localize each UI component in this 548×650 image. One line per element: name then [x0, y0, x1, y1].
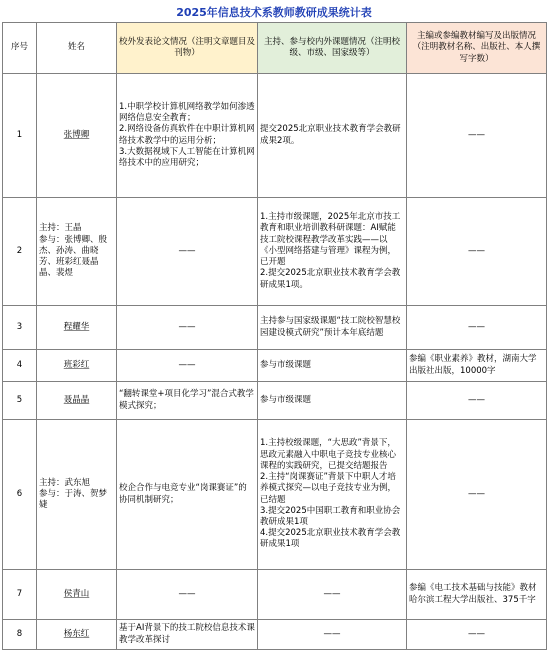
row-textbooks: ——	[407, 306, 547, 350]
row-papers: 1.中职学校计算机网络教学如何渗透网络信息安全教育； 2.网络设备仿真软件在中职计算机网络技术教学中的运用分析； 3.大数据视域下人工智能在计算机网络技术中的应用研究；	[117, 74, 258, 198]
row-no: 6	[3, 420, 37, 570]
row-name: 班彩红	[63, 359, 90, 370]
table-row	[3, 570, 547, 620]
table-row	[3, 350, 547, 382]
row-projects: ——	[258, 620, 407, 650]
header-row	[3, 23, 547, 74]
row-papers: 校企合作与电竞专业“岗课赛证”的协同机制研究；	[117, 420, 258, 570]
row-no: 7	[3, 570, 37, 620]
row-projects: 参与市级课题	[258, 382, 407, 420]
table-row	[3, 74, 547, 198]
row-name: 主持：王晶 参与：张博卿、殷杰、孙涛、曲晓芳、班彩红聂晶晶、裴煜	[37, 198, 117, 306]
row-textbooks: 参编《电工技术基础与技能》教材 哈尔滨工程大学出版社、375千字	[407, 570, 547, 620]
row-textbooks: ——	[407, 382, 547, 420]
table-row	[3, 620, 547, 650]
row-projects: 提交2025北京职业技术教育学会教研成果2项。	[258, 74, 407, 198]
row-papers: ——	[117, 198, 258, 306]
row-textbooks: ——	[407, 198, 547, 306]
row-projects: 参与市级课题	[258, 350, 407, 382]
table-row	[3, 306, 547, 350]
header-projects: 主持、参与校内外课题情况（注明校级、市级、国家级等）	[258, 23, 407, 74]
row-projects: 1.主持校级课题，“大思政”背景下，思政元素融入中职电子竞技专业核心课程的实践研究，已提交结题报告 2.主持“岗课赛证”背景下中职人才培养模式探究—以电子竞技专业为例，已结题 3.提交2025中国职工教育和职业协会教研成果1项 4.提交2025北京职业技术教育学会教研成果1项	[258, 420, 407, 570]
row-papers: 基于AI背景下的技工院校信息技术课教学改革探讨	[117, 620, 258, 650]
row-papers: ——	[117, 306, 258, 350]
row-name: 聂晶晶	[63, 394, 90, 405]
row-name: 主持：武东旭 参与：于涛、贺梦婕	[37, 420, 117, 570]
table-row	[3, 382, 547, 420]
row-textbooks: ——	[407, 74, 547, 198]
row-name: 杨东红	[63, 628, 90, 639]
row-textbooks: ——	[407, 620, 547, 650]
row-no: 5	[3, 382, 37, 420]
header-textbooks: 主编或参编教材编写及出版情况（注明教材名称、出版社、本人撰写字数）	[407, 23, 547, 74]
row-no: 8	[3, 620, 37, 650]
row-projects: ——	[258, 570, 407, 620]
research-results-table	[2, 22, 547, 650]
page-title: 2025年信息技术系教师教研成果统计表	[176, 6, 372, 19]
row-projects: 1.主持市级课题，2025年北京市技工教育和职业培训教科研课题：AI赋能技工院校课程教学改革实践——以《小型网络搭建与管理》课程为例，已开题 2.提交2025北京职业技术教育学会教研成果1项。	[258, 198, 407, 306]
row-projects: 主持参与国家级课题“技工院校智慧校园建设模式研究”预计本年底结题	[258, 306, 407, 350]
header-papers: 校外发表论文情况（注明文章题目及刊物）	[117, 23, 258, 74]
row-no: 2	[3, 198, 37, 306]
header-no: 序号	[3, 23, 37, 74]
row-no: 1	[3, 74, 37, 198]
row-no: 4	[3, 350, 37, 382]
row-textbooks: 参编《职业素养》教材，湖南大学出版社出版，10000字	[407, 350, 547, 382]
row-name: 程耀华	[63, 321, 90, 332]
row-no: 3	[3, 306, 37, 350]
row-papers: ——	[117, 570, 258, 620]
row-name: 张博卿	[63, 129, 90, 140]
row-name: 侯青山	[63, 588, 90, 599]
row-papers: ——	[117, 350, 258, 382]
table-row	[3, 420, 547, 570]
header-name: 姓名	[37, 23, 117, 74]
row-papers: “翻转课堂+项目化学习”混合式教学模式探究；	[117, 382, 258, 420]
table-row	[3, 198, 547, 306]
row-textbooks: ——	[407, 420, 547, 570]
